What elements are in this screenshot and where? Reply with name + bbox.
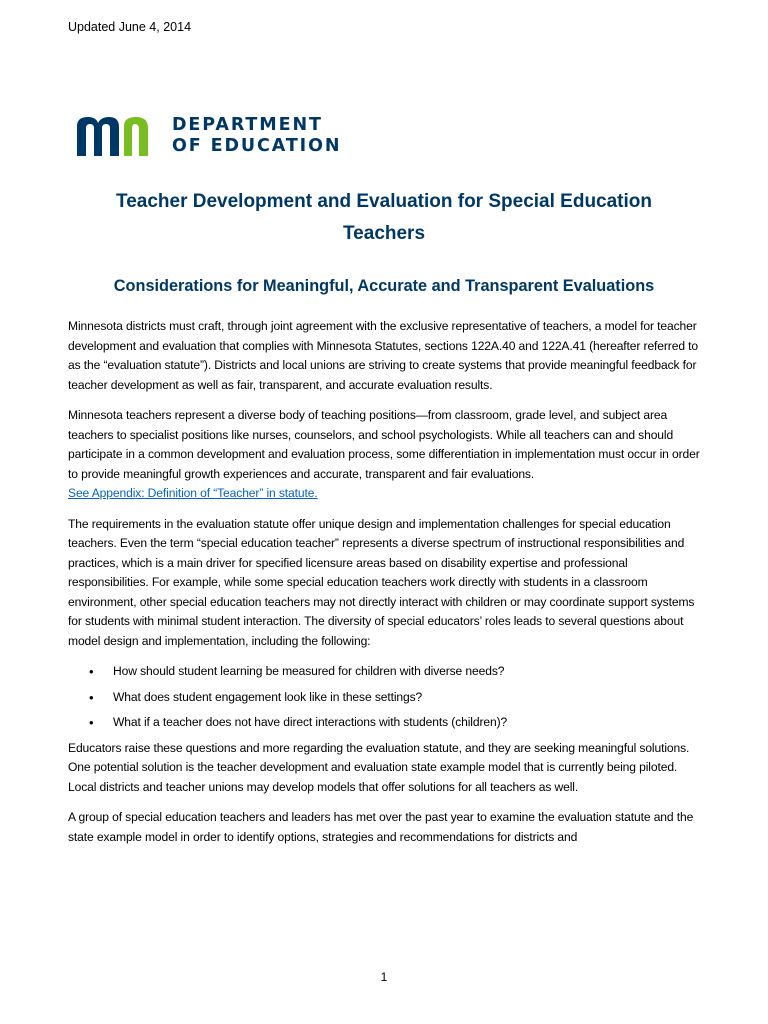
mde-logo (74, 114, 341, 158)
question-list (68, 662, 703, 733)
logo-text-of-education: OF EDUCATION (172, 136, 342, 156)
paragraph-solutions: Educators raise these questions and more regarding the evaluation statute, and they are seeking meaningful solutions. One potential solution is the teacher development and evaluation state example model that is currently being piloted. Local districts and teacher unions may develop models that offer solutions for all teachers as well. (68, 740, 690, 794)
paragraph-teacher-diversity-text: Minnesota teachers represent a diverse body of teaching positions—from classroom, grade level, and subject area teachers to specialist positions like nurses, counselors, and school psychologists. While all teachers can and should participate in a common development and evaluation process, some differentiation in implementation must occur in order to provide meaningful growth experiences and accurate, transparent and fair evaluations. (68, 408, 700, 481)
paragraph-teacher-diversity (68, 406, 703, 504)
document-title: Teacher Development and Evaluation for Special Education Teachers (116, 191, 652, 244)
list-item (68, 662, 703, 682)
document-subtitle: Considerations for Meaningful, Accurate and Transparent Evaluations (113, 277, 655, 295)
logo-text-department: DEPARTMENT (172, 115, 323, 135)
bullet-icon: • (89, 715, 94, 730)
list-item (68, 688, 703, 708)
page-number: 1 (380, 970, 388, 984)
bullet-icon: • (89, 689, 94, 705)
list-item-text: How should student learning be measured for children with diverse needs? (113, 664, 505, 678)
list-item-text: What if a teacher does not have direct interactions with students (children)? (113, 715, 508, 729)
paragraph-working-group: A group of special education teachers and leaders has met over the past year to examine the evaluation statute and the state example model in order to identify options, strategies and recommendations for districts and (68, 810, 694, 844)
document-body (68, 317, 703, 858)
bullet-icon: • (89, 664, 94, 679)
mn-logo-mark (74, 114, 160, 158)
list-item-text: What does student engagement look like in these settings? (113, 689, 423, 704)
updated-date: Updated June 4, 2014 (68, 20, 192, 34)
paragraph-intro: Minnesota districts must craft, through joint agreement with the exclusive representative of teachers, a model for teacher development and evaluation that complies with Minnesota Statutes, sections 122A.40 and 122A.41 (hereafter referred to as the “evaluation statute”). Districts and local unions are striving to create systems that provide meaningful feedback for teacher development as well as fair, transparent, and accurate evaluation results. (68, 319, 699, 392)
appendix-link[interactable]: See Appendix: Definition of “Teacher” in statute. (68, 486, 318, 500)
list-item (68, 713, 703, 733)
paragraph-requirements: The requirements in the evaluation statute offer unique design and implementation challenges for special education teachers. Even the term “special education teacher” represents a diverse spectrum of instructional responsibilities and practices, which is a main driver for specified licensure areas based on disability expertise and professional responsibilities. For example, while some special education teachers work directly with students in a classroom environment, other special education teachers may not directly interact with children or may coordinate support systems for students with minimal student interaction. The diversity of special educators’ roles leads to several questions about model design and implementation, including the following: (68, 516, 695, 648)
